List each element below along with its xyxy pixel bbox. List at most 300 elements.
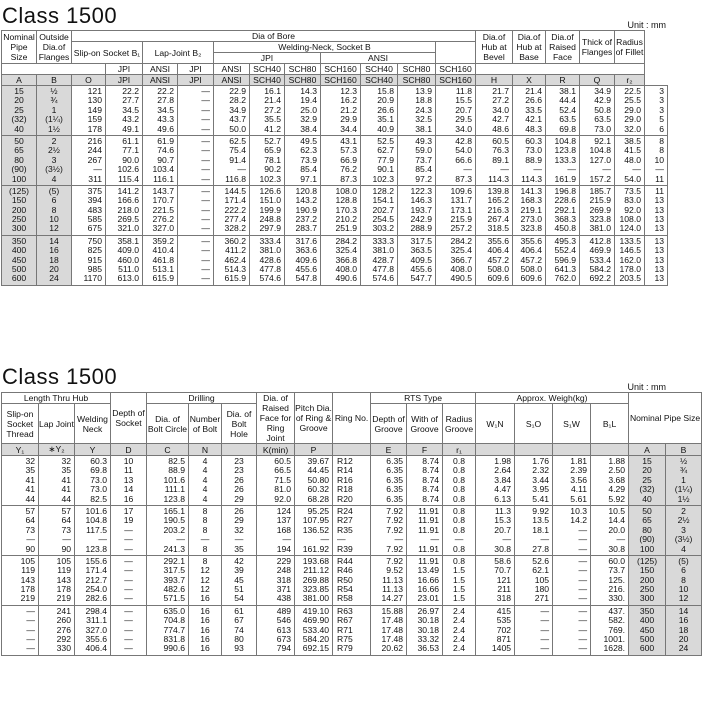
table-cell: 0.8: [453, 474, 465, 485]
table-cell: 21.4: [525, 86, 542, 96]
subcol-header: SCH80: [398, 64, 436, 75]
table-cell: 317.6: [295, 235, 317, 246]
subcol-header: JPI: [178, 64, 214, 75]
table-cell: 20: [49, 264, 59, 275]
table-cell: 48.3: [525, 123, 542, 134]
row-group: [2, 456, 702, 506]
table-cell: —: [632, 164, 641, 175]
table-cell: 409.5: [410, 254, 432, 265]
table-cell: 104.8: [589, 145, 611, 156]
table-cell: 196.8: [554, 185, 576, 196]
table-cell: —: [98, 534, 107, 545]
table-cell: 350: [11, 235, 27, 246]
table-cell: 80: [234, 634, 244, 645]
column-cells: [250, 135, 285, 185]
table-cell: —: [454, 534, 464, 545]
table-cell: 284.2: [335, 235, 357, 246]
table-cell: 48.0: [624, 154, 641, 165]
table-cell: —: [124, 615, 133, 626]
column-cells: [361, 86, 398, 136]
table-cell: 92.0: [274, 493, 292, 504]
table-cell: 535: [496, 615, 512, 626]
table-cell: 154.1: [372, 195, 394, 206]
table-cell: —: [540, 605, 550, 616]
table-cell: —: [578, 574, 588, 585]
table-cell: 461.8: [152, 254, 174, 265]
table-cell: —: [430, 534, 440, 545]
table-cell: 75.4: [229, 145, 246, 156]
column-cells: [515, 456, 553, 506]
table-cell: 251.9: [335, 223, 357, 234]
table-cell: 15.3: [494, 515, 512, 526]
table-cell: 41.5: [624, 145, 641, 156]
table-cell: 203.2: [163, 524, 185, 535]
table-cell: 0.8: [453, 555, 465, 566]
table-cell: 146.5: [619, 245, 641, 256]
table-cell: 146.3: [410, 195, 432, 206]
table-cell: 673: [276, 634, 292, 645]
table-cell: 119: [57, 565, 71, 576]
table-cell: 25.5: [624, 95, 641, 106]
table-cell: 35: [234, 543, 244, 554]
number-bolt-header: Number of Bolt: [189, 404, 222, 444]
table-cell: 13: [654, 235, 664, 246]
table-cell: —: [567, 164, 576, 175]
table-cell: 42.9: [594, 95, 611, 106]
table-cell: 300: [639, 593, 655, 604]
table-cell: 103.4: [152, 164, 174, 175]
column-cells: [476, 605, 515, 655]
table-cell: 41: [61, 474, 71, 485]
column-cells: [72, 235, 106, 285]
table-cell: 318: [276, 574, 292, 585]
column-cells: [2, 235, 37, 285]
table-cell: —: [176, 534, 185, 545]
table-cell: 139.8: [487, 185, 509, 196]
table-cell: 437.: [608, 605, 626, 616]
table-cell: 311: [88, 173, 102, 184]
table-cell: 52.7: [264, 135, 281, 146]
column-letter: SCH160: [436, 75, 476, 86]
table-cell: 410.4: [152, 245, 174, 256]
table-cell: —: [234, 534, 244, 545]
table-cell: —: [124, 565, 133, 576]
table-cell: 68.28: [307, 493, 330, 504]
table-cell: —: [578, 524, 588, 535]
table-cell: —: [26, 615, 35, 626]
welding-neck-header-2: Welding Neck: [75, 404, 111, 444]
column-cells: [39, 456, 75, 506]
table-cell: 20.0: [608, 524, 626, 535]
table-cell: 10: [49, 214, 59, 225]
table-cell: 14.3: [300, 86, 317, 96]
table-cell: 2.4: [453, 615, 465, 626]
table-cell: —: [201, 254, 210, 265]
table-cell: 77.9: [377, 154, 394, 165]
column-letter: O: [72, 75, 106, 86]
table-cell: 144.5: [224, 185, 246, 196]
table-cell: 428.7: [372, 254, 394, 265]
table-cell: 241.3: [163, 543, 185, 554]
table-cell: R58: [337, 593, 353, 604]
table-cell: —: [320, 534, 330, 545]
table-cell: 41: [25, 474, 35, 485]
table-cell: 8.74: [422, 465, 440, 476]
table-cell: (32): [11, 114, 27, 125]
column-letter: r₂: [615, 75, 645, 86]
column-cells: [371, 555, 407, 605]
table-cell: 750: [87, 235, 102, 246]
column-cells: [214, 86, 250, 136]
subcol-header: SCH80: [285, 64, 321, 75]
table-cell: 62.3: [300, 145, 317, 156]
column-cells: [222, 605, 257, 655]
table-cell: 477.8: [259, 264, 281, 275]
table-cell: 166.6: [117, 195, 139, 206]
table-cell: 7.92: [386, 555, 404, 566]
table-cell: R67: [337, 615, 353, 626]
table-cell: 17.48: [381, 634, 404, 645]
table-cell: 13: [654, 273, 664, 284]
table-cell: 495.3: [554, 235, 576, 246]
table-cell: 508.0: [520, 264, 542, 275]
table-cell: 2.32: [532, 465, 550, 476]
table-cell: 3: [681, 524, 686, 535]
table-cell: 143: [20, 574, 35, 585]
column-cells: [189, 605, 222, 655]
table-cell: 133.5: [619, 235, 641, 246]
table-cell: 0.8: [453, 505, 465, 516]
table-cell: 29.9: [340, 114, 357, 125]
table-cell: 89.1: [492, 154, 509, 165]
table-cell: 29.0: [624, 104, 641, 115]
wn-jpi-header: JPI: [214, 53, 321, 64]
table-cell: 333.3: [372, 235, 394, 246]
table-cell: 51: [234, 584, 244, 595]
table-cell: 23.01: [417, 593, 440, 604]
column-cells: [257, 456, 295, 506]
column-cells: [546, 135, 580, 185]
table-cell: 62.5: [229, 135, 246, 146]
table1-title: Class 1500: [2, 3, 118, 28]
table-cell: 216.3: [487, 204, 509, 215]
table-cell: 62.1: [532, 565, 550, 576]
table-cell: 67: [234, 615, 244, 626]
table-cell: 26.6: [377, 104, 394, 115]
table-cell: —: [578, 634, 588, 645]
table-cell: 105: [534, 574, 550, 585]
table-cell: 73.5: [624, 185, 641, 196]
column-cells: [143, 86, 178, 136]
column-cells: [257, 555, 295, 605]
table-cell: 469.9: [589, 245, 611, 256]
table-cell: 3: [659, 86, 664, 96]
table-cell: 34.4: [340, 123, 357, 134]
table-cell: 105: [56, 555, 71, 566]
table-cell: 97.2: [415, 173, 432, 184]
table-cell: —: [578, 593, 588, 604]
table-cell: 11.91: [418, 524, 440, 535]
table-cell: —: [540, 624, 550, 635]
column-letter: JPI: [106, 75, 143, 86]
column-cells: [629, 505, 666, 555]
column-cells: [371, 456, 407, 506]
table-cell: 127.0: [589, 154, 611, 165]
table-cell: 2.4: [453, 605, 465, 616]
table-cell: 83.0: [624, 195, 641, 206]
table-cell: 80: [642, 524, 652, 535]
table-cell: —: [540, 615, 550, 626]
column-letter: Y: [75, 444, 111, 456]
column-cells: [398, 86, 436, 136]
table-cell: 87.3: [340, 173, 357, 184]
table-cell: 124.0: [619, 223, 641, 234]
table-cell: 65.9: [264, 145, 281, 156]
table-cell: 1: [681, 474, 686, 485]
table-cell: —: [502, 534, 512, 545]
column-letter: B: [37, 75, 72, 86]
table-cell: 241: [56, 605, 71, 616]
table-cell: 185.7: [589, 185, 611, 196]
column-cells: [645, 185, 668, 235]
table-cell: 411.2: [225, 245, 246, 256]
table-cell: 165.2: [487, 195, 509, 206]
column-cells: [321, 86, 361, 136]
column-cells: [615, 185, 645, 235]
table-cell: 215.9: [450, 214, 472, 225]
table-cell: 109.6: [450, 185, 472, 196]
table-cell: 34.0: [455, 123, 472, 134]
table-cell: 3.44: [532, 474, 550, 485]
table-cell: —: [124, 634, 133, 645]
lapjoint-header: Lap-Joint B₂: [143, 42, 214, 64]
table-cell: 1.5: [453, 584, 465, 595]
table-cell: 3.56: [570, 474, 588, 485]
table-cell: (1¼): [674, 484, 693, 495]
column-cells: [615, 86, 645, 136]
table-cell: 143: [56, 574, 71, 585]
column-cells: [147, 555, 189, 605]
column-cells: [321, 235, 361, 285]
nominal-pipe-size-header-2: Nominal Pipe Size: [629, 393, 702, 444]
table-cell: 228.6: [554, 195, 576, 206]
table-cell: 43.1: [340, 135, 357, 146]
table-cell: 17.48: [381, 615, 404, 626]
table-cell: 114.3: [521, 173, 542, 184]
table-cell: 2: [681, 505, 686, 516]
table-cell: 323.8: [520, 223, 542, 234]
table-cell: 13: [123, 474, 134, 485]
column-cells: [72, 185, 106, 235]
table-cell: 32: [234, 524, 244, 535]
column-cells: [591, 605, 629, 655]
rts-type-header: RTS Type: [371, 393, 476, 404]
table-cell: 108.0: [619, 214, 641, 225]
table-cell: 267.4: [487, 214, 509, 225]
table-cell: 85.4: [415, 164, 432, 175]
table-cell: —: [578, 565, 588, 576]
column-cells: [2, 605, 39, 655]
table2-unit: Unit : mm: [627, 382, 666, 392]
table-cell: 24: [49, 273, 59, 284]
table-cell: 60.32: [307, 484, 330, 495]
table-cell: 4: [202, 456, 208, 466]
table-cell: 73.7: [415, 154, 432, 165]
table-cell: 276: [56, 624, 71, 635]
table-cell: 10: [678, 584, 689, 595]
column-cells: [189, 555, 222, 605]
table-cell: 13: [654, 204, 664, 215]
table-cell: 4: [51, 173, 57, 184]
table-cell: 92.0: [624, 204, 641, 215]
table-cell: 216: [87, 135, 102, 146]
column-cells: [476, 86, 513, 136]
table-cell: 513.1: [152, 264, 174, 275]
table-cell: 450.8: [554, 223, 576, 234]
table-cell: 178: [20, 584, 35, 595]
table-cell: 76.2: [340, 164, 357, 175]
table-cell: 16.66: [417, 574, 440, 585]
table-cell: 73.7: [608, 565, 626, 576]
table-cell: 90.7: [157, 154, 174, 165]
table-cell: 794: [276, 643, 292, 654]
column-cells: [436, 86, 476, 136]
column-cells: [645, 86, 668, 136]
table-cell: —: [200, 534, 210, 545]
table-cell: 27.2: [492, 95, 509, 106]
table-cell: 202.7: [372, 204, 394, 215]
column-cells: [2, 555, 39, 605]
table-cell: 64: [61, 515, 71, 526]
row-group: [2, 555, 702, 605]
table-cell: —: [124, 643, 133, 654]
table-cell: 102.3: [372, 173, 394, 184]
table-cell: 29: [234, 515, 244, 526]
table-cell: 250: [639, 584, 655, 595]
table-cell: —: [201, 95, 210, 106]
table-cell: —: [578, 624, 588, 635]
column-cells: [629, 605, 666, 655]
table-cell: —: [62, 534, 71, 545]
table-cell: 4.47: [494, 484, 512, 495]
table-cell: 547.7: [410, 273, 432, 284]
column-cells: [371, 605, 407, 655]
column-cells: [443, 505, 476, 555]
column-cells: [553, 605, 591, 655]
column-letter: SCH40: [250, 75, 285, 86]
table-cell: 283.7: [295, 223, 317, 234]
table-cell: 8: [51, 204, 57, 215]
column-cells: [106, 135, 143, 185]
table-cell: 546: [276, 615, 292, 626]
table-cell: 16: [200, 615, 210, 626]
table-cell: 311.1: [86, 615, 107, 626]
table-cell: —: [201, 204, 210, 215]
table-cell: 151.0: [259, 195, 281, 206]
table-cell: 50.8: [594, 104, 611, 115]
table-cell: 609.6: [520, 273, 542, 284]
table-cell: R18: [337, 484, 353, 495]
table-cell: 32.5: [415, 114, 432, 125]
table-cell: —: [337, 534, 346, 545]
table-cell: 17: [123, 505, 134, 516]
table-cell: 428.6: [259, 254, 281, 265]
weigh-s1w-header: S₁W: [553, 404, 591, 444]
table-cell: —: [26, 643, 35, 654]
table-cell: 199.9: [259, 204, 281, 215]
column-cells: [295, 505, 333, 555]
table-cell: 1½: [48, 123, 60, 134]
class1500-drilling-table: [1, 392, 702, 656]
table-cell: 61.9: [157, 135, 174, 146]
column-cells: [39, 505, 75, 555]
column-cells: [178, 185, 214, 235]
table-cell: 115.4: [118, 173, 139, 184]
table-cell: 13: [654, 195, 664, 206]
table-cell: 23: [234, 465, 244, 476]
column-cells: [666, 505, 702, 555]
column-cells: [436, 235, 476, 285]
table-cell: 105: [20, 555, 35, 566]
table-cell: 366.8: [335, 254, 357, 265]
table-cell: 222.2: [224, 204, 246, 215]
table-cell: 12.3: [340, 86, 357, 96]
table-cell: 26: [234, 505, 244, 516]
table-cell: 13: [654, 214, 664, 225]
table-cell: 406.4: [520, 245, 542, 256]
table-cell: 42.7: [492, 114, 509, 125]
column-cells: [250, 86, 285, 136]
table-cell: 1.76: [532, 456, 550, 466]
table-cell: 124: [276, 505, 292, 516]
table-cell: 33.5: [525, 104, 542, 115]
table-cell: 35.1: [377, 114, 394, 125]
table-cell: 121: [87, 86, 102, 96]
column-cells: [143, 185, 178, 235]
table-cell: 330: [56, 643, 71, 654]
bolt-circle-header: Dia. of Bolt Circle: [147, 404, 189, 444]
table-cell: 0.8: [453, 524, 465, 535]
column-cells: [72, 135, 106, 185]
table-cell: 2.64: [494, 465, 512, 476]
table-cell: 2½: [48, 145, 60, 156]
table-cell: 50.80: [307, 474, 330, 485]
table-cell: 13.9: [415, 86, 432, 96]
table-cell: 126.6: [259, 185, 281, 196]
table-cell: 26.97: [417, 605, 440, 616]
table-cell: —: [237, 164, 246, 175]
table-cell: 574.6: [259, 273, 281, 284]
table-cell: 60.3: [90, 456, 107, 466]
column-cells: [178, 235, 214, 285]
table-cell: —: [201, 185, 210, 196]
table-cell: 318.5: [487, 223, 509, 234]
table-cell: 90: [61, 543, 71, 554]
table-cell: 194: [276, 543, 292, 554]
column-cells: [214, 235, 250, 285]
table-cell: 77.1: [122, 145, 139, 156]
table-cell: 131.7: [450, 195, 472, 206]
table-cell: 35.5: [264, 114, 281, 125]
table-cell: 6.13: [494, 493, 512, 504]
table-cell: 128.8: [335, 195, 357, 206]
table-cell: (3½): [674, 534, 693, 545]
table-cell: 116.8: [225, 173, 246, 184]
table-cell: 298.4: [85, 605, 107, 616]
table-cell: 533.4: [589, 254, 611, 265]
table-cell: 483: [87, 204, 102, 215]
column-cells: [214, 135, 250, 185]
